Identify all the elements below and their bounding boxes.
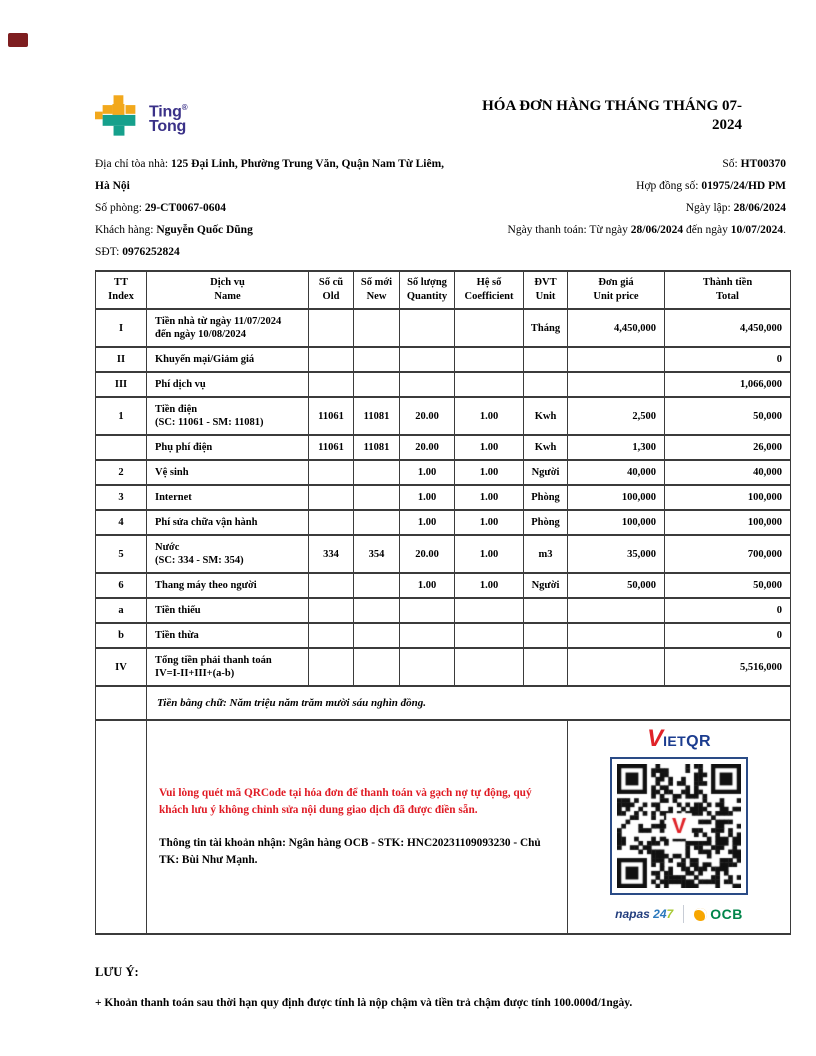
cell-name: Tiền thừa	[147, 623, 309, 648]
cell-old: 11061	[309, 397, 354, 435]
table-row	[96, 347, 791, 372]
cell-tt	[96, 435, 147, 460]
cell-price: 50,000	[568, 573, 665, 598]
brand-logo	[95, 95, 187, 137]
amount-in-words-row	[96, 686, 791, 720]
invoice-title-line1: HÓA ĐƠN HÀNG THÁNG THÁNG 07-	[482, 98, 742, 114]
cell-empty	[96, 686, 147, 720]
table-row	[96, 435, 791, 460]
cell-unit: Phòng	[524, 485, 568, 510]
column-header: TT Index	[96, 271, 147, 309]
customer-name-line: Khách hàng: Nguyễn Quốc Dũng	[95, 224, 253, 236]
cell-tt: b	[96, 623, 147, 648]
cell-old	[309, 309, 354, 347]
cell-tt: 6	[96, 573, 147, 598]
cell-unit: Kwh	[524, 435, 568, 460]
cell-unit: Tháng	[524, 309, 568, 347]
cell-qty: 20.00	[400, 535, 455, 573]
cell-coef	[455, 372, 524, 397]
brand-wordmark	[149, 100, 187, 134]
cell-tt: III	[96, 372, 147, 397]
cell-total: 50,000	[665, 397, 791, 435]
cell-tt: 4	[96, 510, 147, 535]
payment-row	[96, 720, 791, 934]
cell-name: Vệ sinh	[147, 460, 309, 485]
vietqr-qr: QR	[686, 733, 711, 750]
cell-tt: 5	[96, 535, 147, 573]
cell-old	[309, 598, 354, 623]
cell-total: 700,000	[665, 535, 791, 573]
cell-unit	[524, 623, 568, 648]
cell-new	[354, 573, 400, 598]
invoice-table-body	[96, 309, 791, 686]
cell-qty: 1.00	[400, 460, 455, 485]
cell-coef: 1.00	[455, 460, 524, 485]
cell-new	[354, 598, 400, 623]
cell-coef	[455, 309, 524, 347]
cell-total: 0	[665, 598, 791, 623]
cell-name: Khuyến mại/Giảm giá	[147, 347, 309, 372]
cell-coef: 1.00	[455, 510, 524, 535]
payment-notice: Vui lòng quét mã QRCode tại hóa đơn để thanh toán và gạch nợ tự động, quý khách lưu ý không chỉnh sửa nội dung giao dịch đã được điền sẵn.	[159, 787, 532, 817]
vietqr-panel	[568, 720, 791, 934]
cell-new	[354, 510, 400, 535]
ocb-icon	[694, 908, 707, 921]
cell-coef: 1.00	[455, 435, 524, 460]
column-header: Dịch vụ Name	[147, 271, 309, 309]
napas-logo: napas 247	[615, 906, 674, 921]
cell-name: Internet	[147, 485, 309, 510]
cell-qty: 1.00	[400, 510, 455, 535]
cell-tt: 3	[96, 485, 147, 510]
note-heading: LƯU Ý:	[95, 965, 139, 979]
cell-unit	[524, 347, 568, 372]
cell-name: Phụ phí điện	[147, 435, 309, 460]
cell-total: 5,516,000	[665, 648, 791, 686]
cell-name: Tiền điện (SC: 11061 - SM: 11081)	[147, 397, 309, 435]
column-header: Đơn giá Unit price	[568, 271, 665, 309]
cell-price: 100,000	[568, 485, 665, 510]
invoice-content	[95, 95, 790, 1009]
invoice-title-line2: 2024	[712, 117, 742, 133]
cell-qty: 1.00	[400, 485, 455, 510]
cell-unit	[524, 648, 568, 686]
cell-qty	[400, 309, 455, 347]
cell-price: 35,000	[568, 535, 665, 573]
building-address-line: Địa chỉ tòa nhà: 125 Đại Linh, Phường Trung Văn, Quận Nam Từ Liêm, Hà Nội	[95, 158, 445, 192]
cell-qty: 1.00	[400, 573, 455, 598]
cell-name: Phí sửa chữa vận hành	[147, 510, 309, 535]
vietqr-logo	[647, 725, 711, 752]
table-row	[96, 648, 791, 686]
payment-instructions	[147, 720, 568, 934]
brand-word-top: Ting®	[149, 103, 188, 121]
payment-account: Thông tin tài khoản nhận: Ngân hàng OCB - STK: HNC20231109093230 - Chủ TK: Bùi Như Mạnh.	[159, 837, 541, 866]
qr-code	[617, 764, 741, 888]
table-row	[96, 510, 791, 535]
customer-info	[95, 153, 447, 263]
table-row	[96, 460, 791, 485]
cell-coef	[455, 347, 524, 372]
cell-name: Nước (SC: 334 - SM: 354)	[147, 535, 309, 573]
cell-coef	[455, 648, 524, 686]
cell-total: 100,000	[665, 510, 791, 535]
cell-total: 50,000	[665, 573, 791, 598]
invoice-info	[447, 153, 790, 263]
invoice-meta	[95, 153, 790, 263]
cell-tt: 1	[96, 397, 147, 435]
cell-tt: 2	[96, 460, 147, 485]
cell-total: 4,450,000	[665, 309, 791, 347]
cell-price	[568, 372, 665, 397]
ocb-logo: OCB	[694, 908, 743, 921]
cell-price: 2,500	[568, 397, 665, 435]
cell-qty	[400, 598, 455, 623]
cell-qty	[400, 347, 455, 372]
column-header: ĐVT Unit	[524, 271, 568, 309]
cell-unit: Người	[524, 460, 568, 485]
cell-new	[354, 623, 400, 648]
cell-tt: II	[96, 347, 147, 372]
payment-period-line: Ngày thanh toán: Từ ngày 28/06/2024 đến ngày 10/07/2024.	[507, 224, 786, 236]
cell-new: 11081	[354, 435, 400, 460]
cell-total: 40,000	[665, 460, 791, 485]
cell-tt: IV	[96, 648, 147, 686]
table-header-row	[96, 271, 791, 309]
cell-price	[568, 347, 665, 372]
amount-in-words: Tiền bằng chữ: Năm triệu năm trăm mười sáu nghìn đồng.	[147, 686, 791, 720]
cell-coef: 1.00	[455, 535, 524, 573]
cell-tt: I	[96, 309, 147, 347]
column-header: Số lượng Quantity	[400, 271, 455, 309]
cell-new	[354, 347, 400, 372]
cell-old	[309, 648, 354, 686]
cell-unit: Người	[524, 573, 568, 598]
payment-network-logos	[615, 905, 743, 923]
brand-word-bottom: Tong	[149, 118, 187, 136]
cell-total: 0	[665, 347, 791, 372]
cell-qty	[400, 372, 455, 397]
cell-unit: Kwh	[524, 397, 568, 435]
table-row	[96, 397, 791, 435]
cell-unit: m3	[524, 535, 568, 573]
cell-new	[354, 485, 400, 510]
cell-total: 0	[665, 623, 791, 648]
cell-new: 354	[354, 535, 400, 573]
cell-new	[354, 309, 400, 347]
cell-name: Tiền thiếu	[147, 598, 309, 623]
cell-qty: 20.00	[400, 435, 455, 460]
cell-coef	[455, 623, 524, 648]
cell-name: Thang máy theo người	[147, 573, 309, 598]
cell-old	[309, 460, 354, 485]
cell-coef	[455, 598, 524, 623]
cell-old	[309, 372, 354, 397]
cell-coef: 1.00	[455, 397, 524, 435]
cell-name: Phí dịch vụ	[147, 372, 309, 397]
table-row	[96, 485, 791, 510]
cell-total: 100,000	[665, 485, 791, 510]
cell-unit: Phòng	[524, 510, 568, 535]
cell-old	[309, 510, 354, 535]
cell-new	[354, 372, 400, 397]
column-header: Số cũ Old	[309, 271, 354, 309]
invoice-table	[95, 270, 791, 935]
cell-price	[568, 598, 665, 623]
cell-price: 40,000	[568, 460, 665, 485]
phone-line: SĐT: 0976252824	[95, 246, 180, 258]
column-header: Thành tiền Total	[665, 271, 791, 309]
cell-unit	[524, 598, 568, 623]
table-row	[96, 623, 791, 648]
invoice-footer	[95, 965, 790, 1009]
cell-total: 26,000	[665, 435, 791, 460]
cell-qty	[400, 623, 455, 648]
qr-frame	[610, 757, 748, 895]
cell-new	[354, 648, 400, 686]
document-header	[95, 95, 790, 139]
cell-coef: 1.00	[455, 485, 524, 510]
column-header: Hệ số Coefficient	[455, 271, 524, 309]
cell-coef: 1.00	[455, 573, 524, 598]
cell-old	[309, 347, 354, 372]
cell-new: 11081	[354, 397, 400, 435]
cell-unit	[524, 372, 568, 397]
cell-price: 100,000	[568, 510, 665, 535]
cell-price	[568, 648, 665, 686]
contract-number-line: Hợp đồng số: 01975/24/HD PM	[636, 180, 786, 192]
invoice-title	[442, 97, 742, 135]
cell-old: 11061	[309, 435, 354, 460]
table-row	[96, 573, 791, 598]
table-row	[96, 372, 791, 397]
cell-old	[309, 573, 354, 598]
tingtong-icon	[95, 95, 143, 137]
cell-empty	[96, 720, 147, 934]
issue-date-line: Ngày lập: 28/06/2024	[685, 202, 786, 214]
vietqr-v: V	[647, 725, 664, 752]
cell-price: 1,300	[568, 435, 665, 460]
table-row	[96, 309, 791, 347]
cell-old: 334	[309, 535, 354, 573]
room-number-line: Số phòng: 29-CT0067-0604	[95, 202, 226, 214]
cell-qty	[400, 648, 455, 686]
invoice-number-line: Số: HT00370	[722, 158, 786, 170]
registered-mark: ®	[181, 103, 188, 112]
cell-new	[354, 460, 400, 485]
cell-price	[568, 623, 665, 648]
cell-old	[309, 623, 354, 648]
note-text: + Khoản thanh toán sau thời hạn quy định được tính là nộp chậm và tiền trả chậm được tính 100.000đ/1ngày.	[95, 997, 633, 1009]
cell-name: Tiền nhà từ ngày 11/07/2024 đến ngày 10/08/2024	[147, 309, 309, 347]
column-header: Số mới New	[354, 271, 400, 309]
vietqr-iet: IET	[663, 733, 687, 749]
table-row	[96, 535, 791, 573]
table-row	[96, 598, 791, 623]
cell-tt: a	[96, 598, 147, 623]
cell-total: 1,066,000	[665, 372, 791, 397]
cell-name: Tổng tiền phải thanh toán IV=I-II+III+(a-b)	[147, 648, 309, 686]
corner-mark	[8, 33, 28, 47]
cell-price: 4,450,000	[568, 309, 665, 347]
cell-old	[309, 485, 354, 510]
cell-qty: 20.00	[400, 397, 455, 435]
logo-divider	[683, 905, 684, 923]
